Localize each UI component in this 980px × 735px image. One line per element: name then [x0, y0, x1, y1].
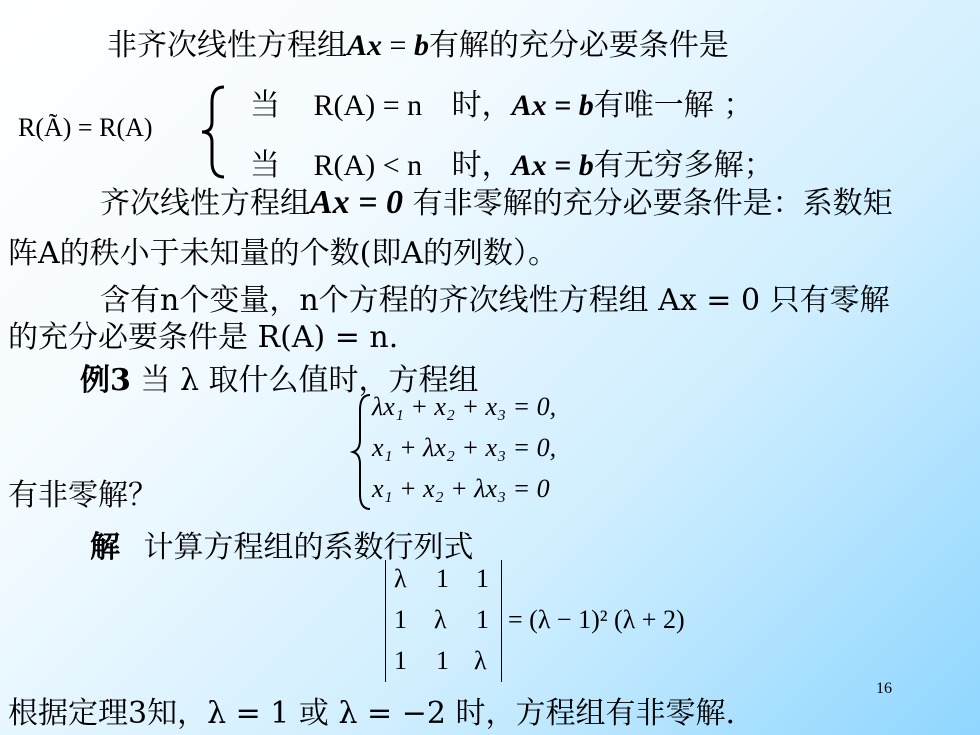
case-1: [250, 80, 753, 124]
det-cell: 1: [394, 646, 407, 675]
solution-label: 解: [90, 530, 120, 565]
text-l1c: 有解的充分必要条件是: [428, 28, 729, 63]
det-cell: 1: [394, 605, 407, 634]
case2-res-math: Ax = b: [511, 149, 594, 182]
math-ax0: Ax = 0: [310, 184, 404, 221]
equation-1: λx₁ + x₂ + x₃ = 0,: [372, 392, 557, 421]
line-6: 含有n个变量，n个方程的齐次线性方程组 Ax = 0 只有零解: [100, 283, 890, 318]
text-l4b: 有非零解的充分必要条件是：系数矩: [403, 186, 893, 221]
case1-res-math: Ax = b: [511, 89, 594, 122]
math-eq: =: [382, 29, 414, 62]
case2-when: 当: [250, 148, 280, 183]
solution-text: 计算方程组的系数行列式: [143, 530, 474, 565]
line-5: 阵A的秩小于未知量的个数(即A的列数）。: [8, 236, 559, 271]
text-l1a: 非齐次线性方程组: [107, 28, 347, 63]
det-cell: λ: [394, 564, 407, 593]
text-l4a: 齐次线性方程组: [100, 186, 310, 221]
case1-math: R(A) = n: [313, 89, 423, 122]
det-cell: λ: [474, 646, 487, 675]
example-text: 当 λ 取什么值时，方程组: [140, 363, 479, 398]
example-label: 例3: [80, 363, 131, 398]
line-1: [107, 20, 729, 64]
line-4: [100, 178, 893, 222]
cond-lhs: R(Ã) = R(A): [18, 113, 153, 142]
det-result: = (λ − 1)² (λ + 2): [508, 605, 685, 634]
equation-3: x₁ + x₂ + λx₃ = 0: [372, 474, 550, 503]
equation-2: x₁ + λx₂ + x₃ = 0,: [372, 433, 557, 462]
det-cell: 1: [476, 605, 489, 634]
det-cell: λ: [434, 605, 447, 634]
case2-math: R(A) < n: [313, 149, 423, 182]
math-ax: Ax: [347, 29, 383, 62]
math-b: b: [413, 29, 429, 62]
case2-res: 有无穷多解；: [593, 148, 774, 183]
case1-when: 当: [250, 88, 280, 123]
case2-time: 时，: [451, 148, 512, 183]
example-question: 有非零解？: [8, 478, 158, 513]
left-brace: [198, 84, 228, 180]
line-7: 的充分必要条件是 R(A) = n.: [8, 320, 399, 355]
determinant: [385, 560, 502, 682]
case1-res: 有唯一解 ；: [593, 88, 754, 123]
det-cell: 1: [476, 564, 489, 593]
det-cell: 1: [436, 646, 449, 675]
page-number: 16: [876, 680, 892, 697]
system-brace: [350, 392, 374, 512]
det-cell: 1: [436, 564, 449, 593]
conclusion: 根据定理3知，λ = 1 或 λ = −2 时，方程组有非零解.: [8, 696, 735, 731]
case1-time: 时，: [451, 88, 512, 123]
